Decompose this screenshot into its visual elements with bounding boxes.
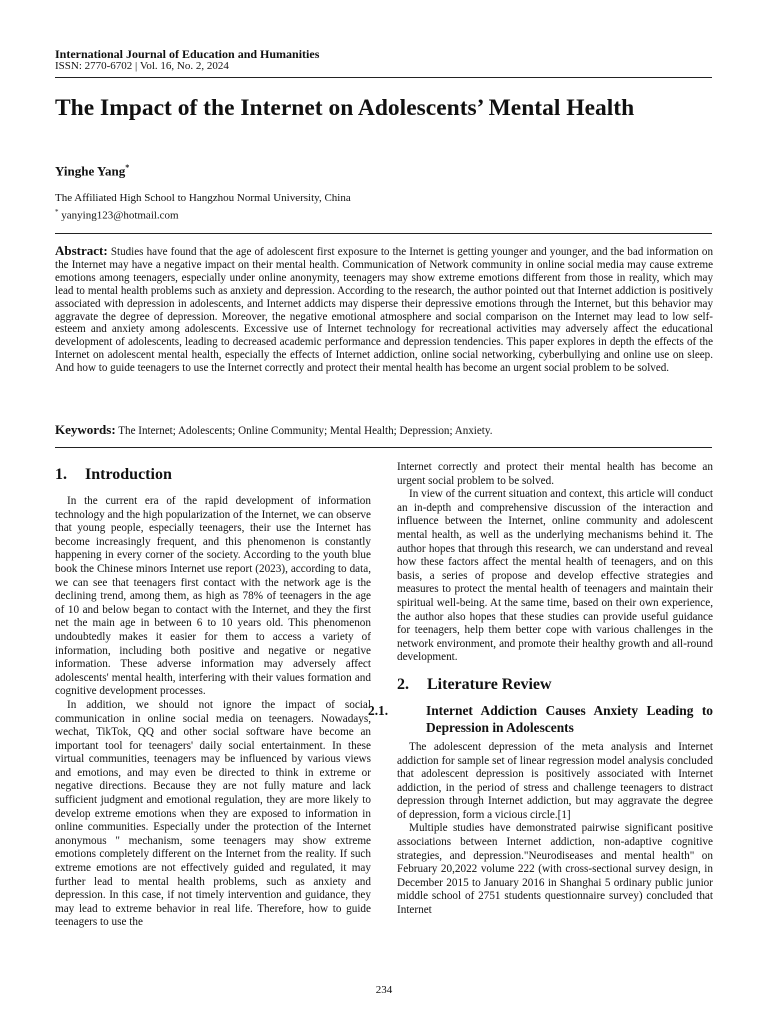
- paragraph: In addition, we should not ignore the impact of social communication in online social media on teenagers. Nowadays, wechat, TikTok, QQ and other social software have become an important tool for teenagers' daily social entertainment. In these virtual communities, teenagers may be influenced by various views and emotions, and may even be directed to think in extreme or negative directions. Because they are not fully mature and lack sufficient judgment and emotional regulation, they are more likely to develop extreme emotions when they are exposed to information in online communities. Especially under the protection of the Internet anonymous " mechanism, some teenagers may show extreme emotions completely different on the Internet from the reality. If such extreme emotions are not effectively guided and regulated, it may further lead to mental health problems, such as anxiety and depression. In this case, if not timely intervention and guidance, they may lead to extreme behavior in real life. Therefore, how to guide teenagers to use the: [55, 698, 371, 929]
- right-column: [368, 461, 713, 918]
- abstract-label: Abstract:: [55, 243, 108, 258]
- keywords-text: The Internet; Adolescents; Online Community; Mental Health; Depression; Anxiety.: [118, 425, 493, 437]
- keywords: [55, 423, 713, 438]
- paper-title: The Impact of the Internet on Adolescents’ Mental Health: [55, 95, 635, 121]
- author-mark: *: [125, 163, 130, 172]
- abstract-text: Studies have found that the age of adolescent first exposure to the Internet is getting younger and younger, and the bad information on the Internet may have a negative impact on their mental health. Communication of Network community in online social media may cause extreme emotions among teenagers, especially under online anonymity, teenagers may show extreme emotions different from those in reality, which may lead to mental health problems such as anxiety and depression. According to the research, the author pointed out that Internet addiction is positively associated with depression in adolescents, and Internet addicts may disperse their depressive emotions through the Internet, but this behavior may aggravate the degree of depression. Moreover, the negative emotional atmosphere and social comparison on the Internet may lead to low self-esteem and anxiety among adolescents. Excessive use of Internet technology for recreational activities may adversely affect the educational development of adolescents, leading to decreased academic performance and depression tendencies. This paper explores in depth the effects of the Internet on adolescent mental health, especially the effects of Internet addiction, online social networking, cyberbullying and online use on sleep. And how to guide teenagers to use the Internet correctly and protect their mental health has become an urgent social problem to be solved.: [55, 246, 713, 375]
- email-mark: *: [55, 208, 59, 216]
- subsection-number: 2.1.: [368, 702, 389, 718]
- header-rule: [55, 77, 712, 78]
- left-column: [55, 465, 371, 930]
- paragraph: In view of the current situation and context, this article will conduct an in-depth and comprehensive discussion of the interaction and influence between the Internet, online community and adolescent mental health, as well as the underlying mechanisms behind it. The author hopes that through this research, we can understand and reveal how these factors affect the mental health of teenagers, and on this basis, a series of propose and develop effective strategies and measures to protect the mental health of teenagers and maintain their spiritual well-being. At the same time, based on their own experience, the author also hopes that these studies can provide useful guidance for teenagers, help them better cope with various challenges in the network environment, and promote their healthy growth and all-round development.: [397, 488, 713, 664]
- section-heading-introduction: [55, 465, 371, 485]
- subsection-heading: [368, 702, 713, 736]
- section-title: Introduction: [85, 466, 172, 483]
- affiliation: The Affiliated High School to Hangzhou Normal University, China: [55, 192, 351, 204]
- section-number: 1.: [55, 466, 67, 483]
- abstract-bottom-rule: [55, 447, 712, 448]
- paragraph: In the current era of the rapid development of information technology and the high popularization of the Internet, we can observe that young people, especially teenagers, their use the Internet has become increasingly frequent, and this phenomenon is constantly happening in every corner of the society. According to the youth blue book the Chinese minors Internet use report (2023), according to data, we can see that teenagers first contact with the network age is the declining trend, among them, as high as 78% of teenagers in the age of 10 and below began to contact with the Internet, and they the first net the main age in between 6 to 10 years old. This phenomenon undoubtedly makes it easier for them to access a variety of information, including both positive and negative or negative information. These adverse information may adversely affect adolescents' mental health, interfering with their values formation and cognitive development processes.: [55, 495, 371, 698]
- section-title: Literature Review: [427, 675, 552, 693]
- author-name: Yinghe Yang: [55, 163, 126, 179]
- author: [55, 163, 129, 179]
- abstract-top-rule: [55, 233, 712, 234]
- email-address: yanying123@hotmail.com: [61, 209, 179, 222]
- subsection-title: Internet Addiction Causes Anxiety Leading to Depression in Adolescents: [426, 702, 713, 735]
- journal-issn: ISSN: 2770-6702 | Vol. 16, No. 2, 2024: [55, 60, 229, 72]
- section-heading-literature-review: [397, 675, 713, 695]
- page-number: 234: [375, 984, 393, 996]
- section-number: 2.: [397, 675, 409, 693]
- keywords-label: Keywords:: [55, 422, 116, 437]
- paragraph: The adolescent depression of the meta analysis and Internet addiction for sample set of linear regression model analysis concluded that adolescent depression is positively associated with Internet addiction, in the period of stress and challenge teenagers to distract depression through Internet addiction, but may aggravate the degree of depression, form a vicious circle.[1]: [397, 740, 713, 821]
- paragraph-continued: Internet correctly and protect their mental health has become an urgent social problem to be solved.: [397, 461, 713, 487]
- paragraph: Multiple studies have demonstrated pairwise significant positive associations between Internet addiction, non-adaptive cognitive strategies, and depression."Neurodiseases and mental health" on February 20,2022 volume 222 (with cross-sectional survey design, in December 2015 to January 2016 in Shanghai 5 ordinary public junior middle school of 2751 students questionnaire survey) concluded that Internet: [397, 822, 713, 917]
- abstract: [55, 245, 713, 375]
- email-line: [55, 208, 179, 222]
- journal-name: International Journal of Education and Humanities: [55, 47, 320, 61]
